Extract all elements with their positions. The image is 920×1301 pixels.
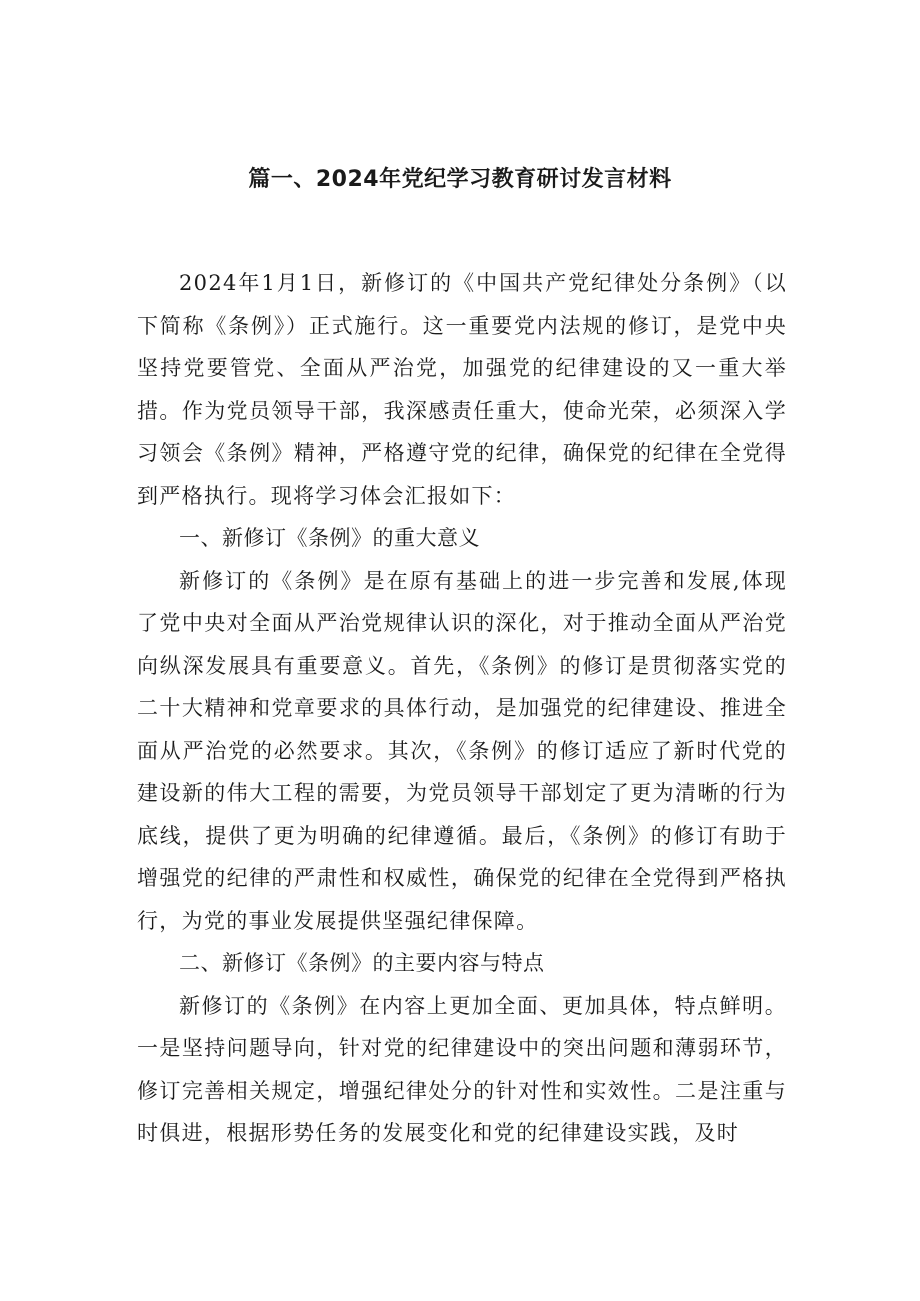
section-1-paragraph: 新修订的《条例》是在原有基础上的进一步完善和发展,体现了党中央对全面从严治党规律认识的深化，对于推动全面从严治党向纵深发展具有重要意义。首先，《条例》的修订是贯彻落实党的二十大精神和党章要求的具体行动，是加强党的纪律建设、推进全面从严治党的必然要求。其次，《条例》的修订适应了新时代党的建设新的伟大工程的需要，为党员领导干部划定了更为清晰的行为底线，提供了更为明确的纪律遵循。最后，《条例》的修订有助于增强党的纪律的严肃性和权威性，确保党的纪律在全党得到严格执行，为党的事业发展提供坚强纪律保障。 xyxy=(137,568,787,933)
section-2-paragraph: 新修订的《条例》在内容上更加全面、更加具体，特点鲜明。一是坚持问题导向，针对党的纪律建设中的突出问题和薄弱环节，修订完善相关规定，增强纪律处分的针对性和实效性。二是注重与时俱进，根据形势任务的发展变化和党的纪律建设实践，及时 xyxy=(137,993,787,1145)
section-heading-2: 二、新修订《条例》的主要内容与特点 xyxy=(179,951,545,975)
section-heading-1: 一、新修订《条例》的重大意义 xyxy=(179,526,480,550)
intro-paragraph: 2024年1月1日，新修订的《中国共产党纪律处分条例》（以下简称《条例》）正式施行。这一重要党内法规的修订，是党中央坚持党要管党、全面从严治党，加强党的纪律建设的又一重大举措。作为党员领导干部，我深感责任重大，使命光荣，必须深入学习领会《条例》精神，严格遵守党的纪律，确保党的纪律在全党得到严格执行。现将学习体会汇报如下： xyxy=(137,271,787,508)
document-body xyxy=(137,262,787,1155)
document-title: 篇一、2024年党纪学习教育研讨发言材料 xyxy=(248,167,672,192)
